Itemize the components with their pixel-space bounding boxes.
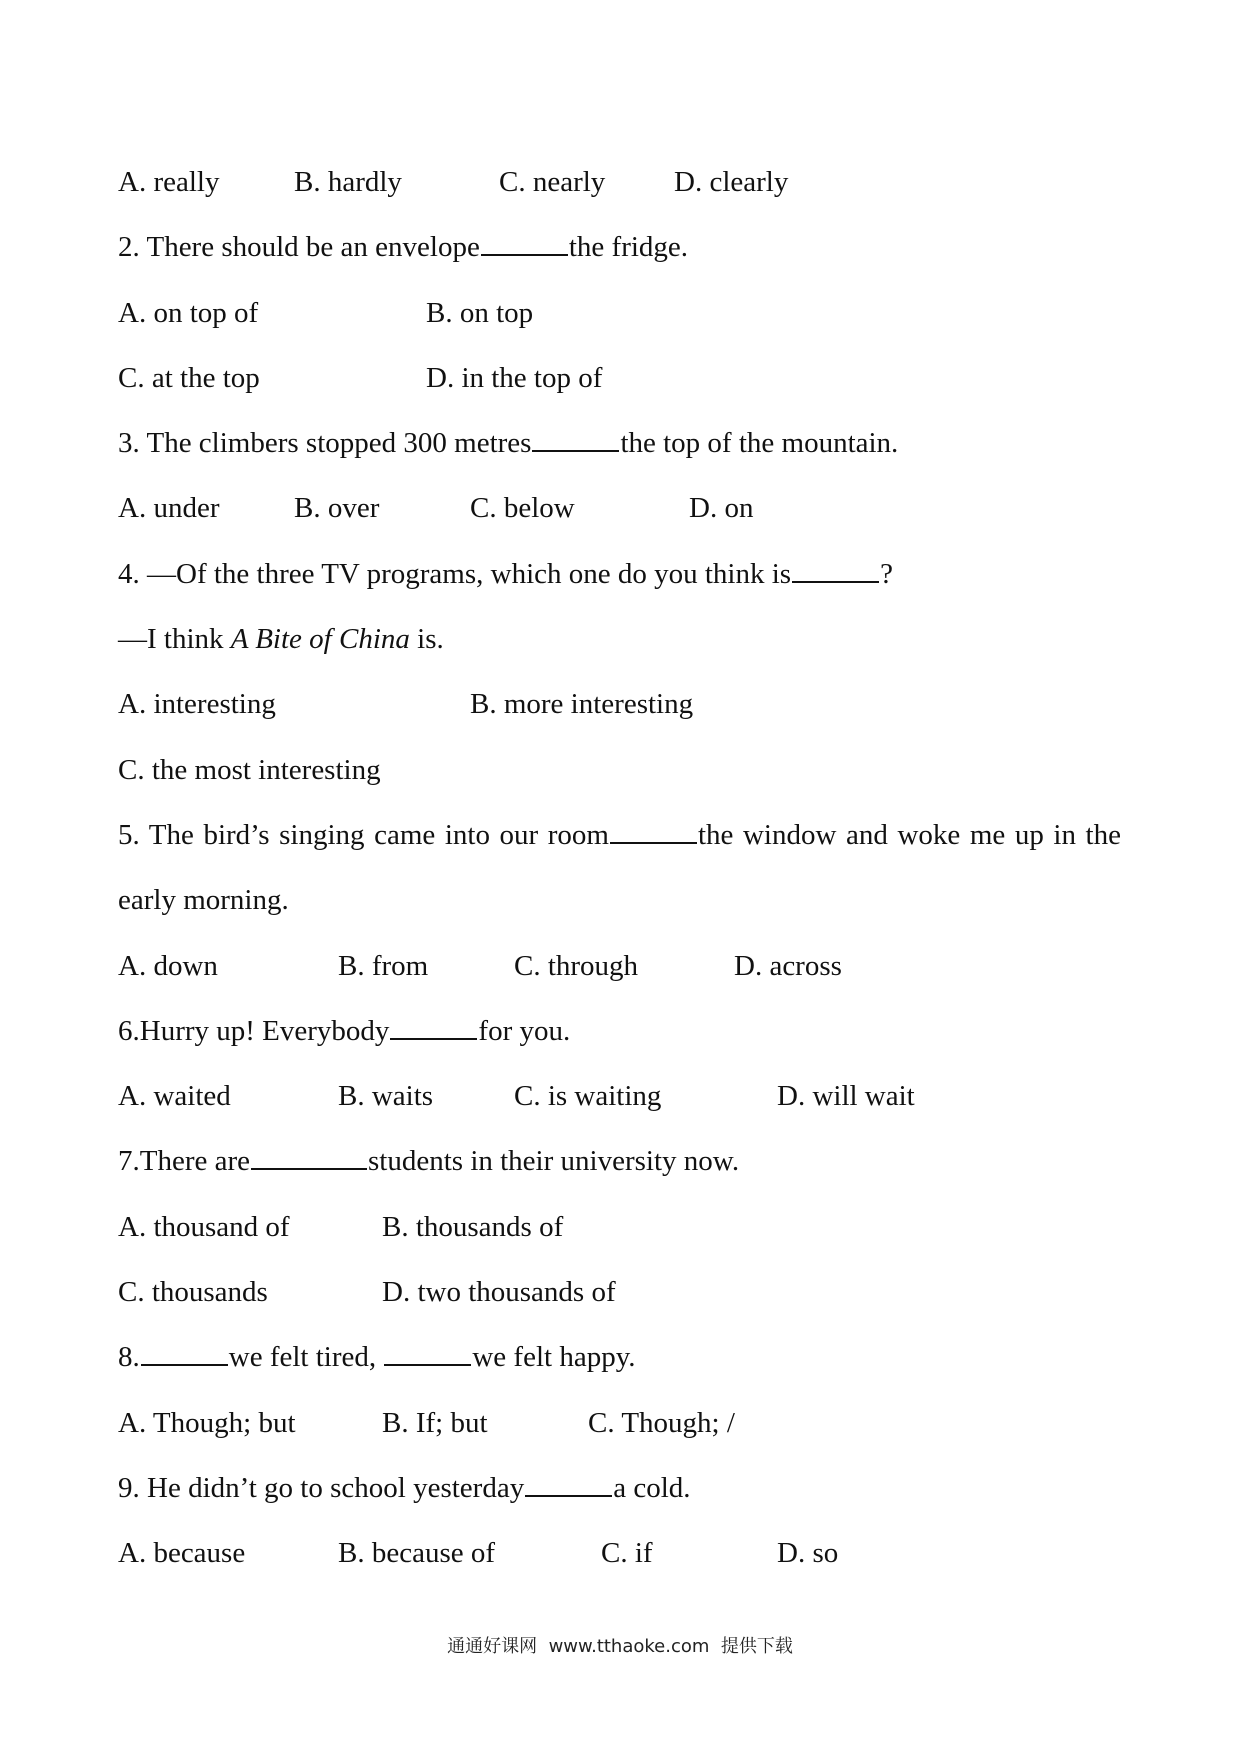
- q9-options-row: [118, 1521, 1123, 1586]
- q2-options-row-1: [118, 281, 1123, 346]
- q5-options-row: [118, 934, 1123, 999]
- q7-options-row-2: [118, 1260, 1123, 1325]
- q6-option-d: D. will wait: [777, 1080, 915, 1113]
- q6-stem: [118, 999, 1123, 1064]
- q3-option-d: D. on: [689, 492, 754, 525]
- q7-option-a: A. thousand of: [118, 1210, 290, 1243]
- q7-blank: [251, 1144, 367, 1170]
- q3-stem: [118, 411, 1123, 476]
- q5-stem-after: the window and woke me up in the early morning.: [118, 818, 1121, 917]
- q2-blank: [481, 230, 568, 256]
- q4-option-a: A. interesting: [118, 688, 276, 721]
- q7-stem-after: students in their university now.: [368, 1145, 740, 1178]
- q6-option-c: C. is waiting: [514, 1080, 662, 1113]
- q7-stem-before: 7.There are: [118, 1145, 251, 1178]
- q5-blank: [610, 818, 697, 844]
- q5-option-d: D. across: [734, 949, 842, 982]
- q2-stem: [118, 215, 1123, 280]
- q9-option-c: C. if: [601, 1537, 653, 1570]
- q8-option-b: B. If; but: [382, 1406, 488, 1439]
- q5-option-a: A. down: [118, 949, 218, 982]
- q9-stem-before: 9. He didn’t go to school yesterday: [118, 1471, 525, 1504]
- q4-stem: [118, 542, 1123, 607]
- q9-option-a: A. because: [118, 1537, 246, 1570]
- q9-stem-after: a cold.: [613, 1471, 691, 1504]
- q4-options-row-1: [118, 672, 1123, 737]
- q3-option-c: C. below: [470, 492, 575, 525]
- q2-stem-before: 2. There should be an envelope: [118, 231, 480, 264]
- q4-answer-suffix: is.: [409, 623, 444, 656]
- q9-option-d: D. so: [777, 1537, 839, 1570]
- q4-blank: [792, 557, 879, 583]
- q8-blank-1: [141, 1340, 228, 1366]
- q3-options-row: [118, 476, 1123, 541]
- q1-option-b: B. hardly: [294, 166, 402, 198]
- q5-option-b: B. from: [338, 949, 429, 982]
- footer-text: 通通好课网 www.tthaoke.com 提供下载: [447, 1636, 793, 1657]
- q6-option-b: B. waits: [338, 1080, 434, 1113]
- q7-option-d: D. two thousands of: [382, 1276, 616, 1309]
- q8-blank-2: [384, 1340, 471, 1366]
- q8-stem: [118, 1325, 1123, 1390]
- q8-stem-after: we felt happy.: [472, 1341, 636, 1374]
- q3-option-b: B. over: [294, 492, 380, 525]
- q2-options-row-2: [118, 346, 1123, 411]
- q8-option-c: C. Though; /: [588, 1406, 735, 1439]
- q4-answer-title: A Bite of China: [230, 623, 410, 656]
- q5-option-c: C. through: [514, 949, 639, 982]
- q4-stem-after: ?: [880, 557, 893, 590]
- q2-option-d: D. in the top of: [426, 361, 603, 394]
- q4-dialogue-answer: [118, 607, 1123, 672]
- q4-option-c: C. the most interesting: [118, 753, 381, 786]
- q2-option-a: A. on top of: [118, 296, 259, 329]
- q2-option-b: B. on top: [426, 296, 534, 329]
- q6-options-row: [118, 1064, 1123, 1129]
- q3-stem-before: 3. The climbers stopped 300 metres: [118, 427, 532, 460]
- q7-stem: [118, 1129, 1123, 1194]
- q2-option-c: C. at the top: [118, 361, 260, 394]
- q5-stem-paragraph: [118, 803, 1121, 934]
- q6-blank: [390, 1014, 477, 1040]
- q1-option-c: C. nearly: [499, 166, 606, 198]
- q5-stem: [118, 803, 1123, 934]
- worksheet: [118, 150, 1123, 1587]
- q9-blank: [525, 1471, 612, 1497]
- q8-options-row: [118, 1391, 1123, 1456]
- q7-option-b: B. thousands of: [382, 1210, 564, 1243]
- q1-option-a: A. really: [118, 166, 220, 198]
- q4-answer-prefix: —I think: [118, 623, 231, 656]
- q9-stem: [118, 1456, 1123, 1521]
- q1-option-d: D. clearly: [674, 166, 789, 198]
- page-footer: [0, 1634, 1240, 1660]
- q8-stem-before: 8.: [118, 1341, 140, 1374]
- q7-option-c: C. thousands: [118, 1276, 268, 1309]
- q6-stem-after: for you.: [478, 1014, 571, 1047]
- q8-stem-middle: we felt tired,: [228, 1341, 384, 1374]
- q8-option-a: A. Though; but: [118, 1406, 296, 1439]
- q5-stem-before: 5. The bird’s singing came into our room: [118, 818, 609, 851]
- q3-option-a: A. under: [118, 492, 220, 525]
- q4-options-row-2: [118, 738, 1123, 803]
- q6-option-a: A. waited: [118, 1080, 231, 1113]
- q7-options-row-1: [118, 1195, 1123, 1260]
- q1-options-row: [118, 150, 1123, 215]
- q3-stem-after: the top of the mountain.: [620, 427, 899, 460]
- q2-stem-after: the fridge.: [568, 231, 689, 264]
- q6-stem-before: 6.Hurry up! Everybody: [118, 1014, 390, 1047]
- q9-option-b: B. because of: [338, 1537, 496, 1570]
- q3-blank: [532, 426, 619, 452]
- q4-option-b: B. more interesting: [470, 688, 694, 721]
- q4-stem-before: 4. —Of the three TV programs, which one do you think is: [118, 557, 792, 590]
